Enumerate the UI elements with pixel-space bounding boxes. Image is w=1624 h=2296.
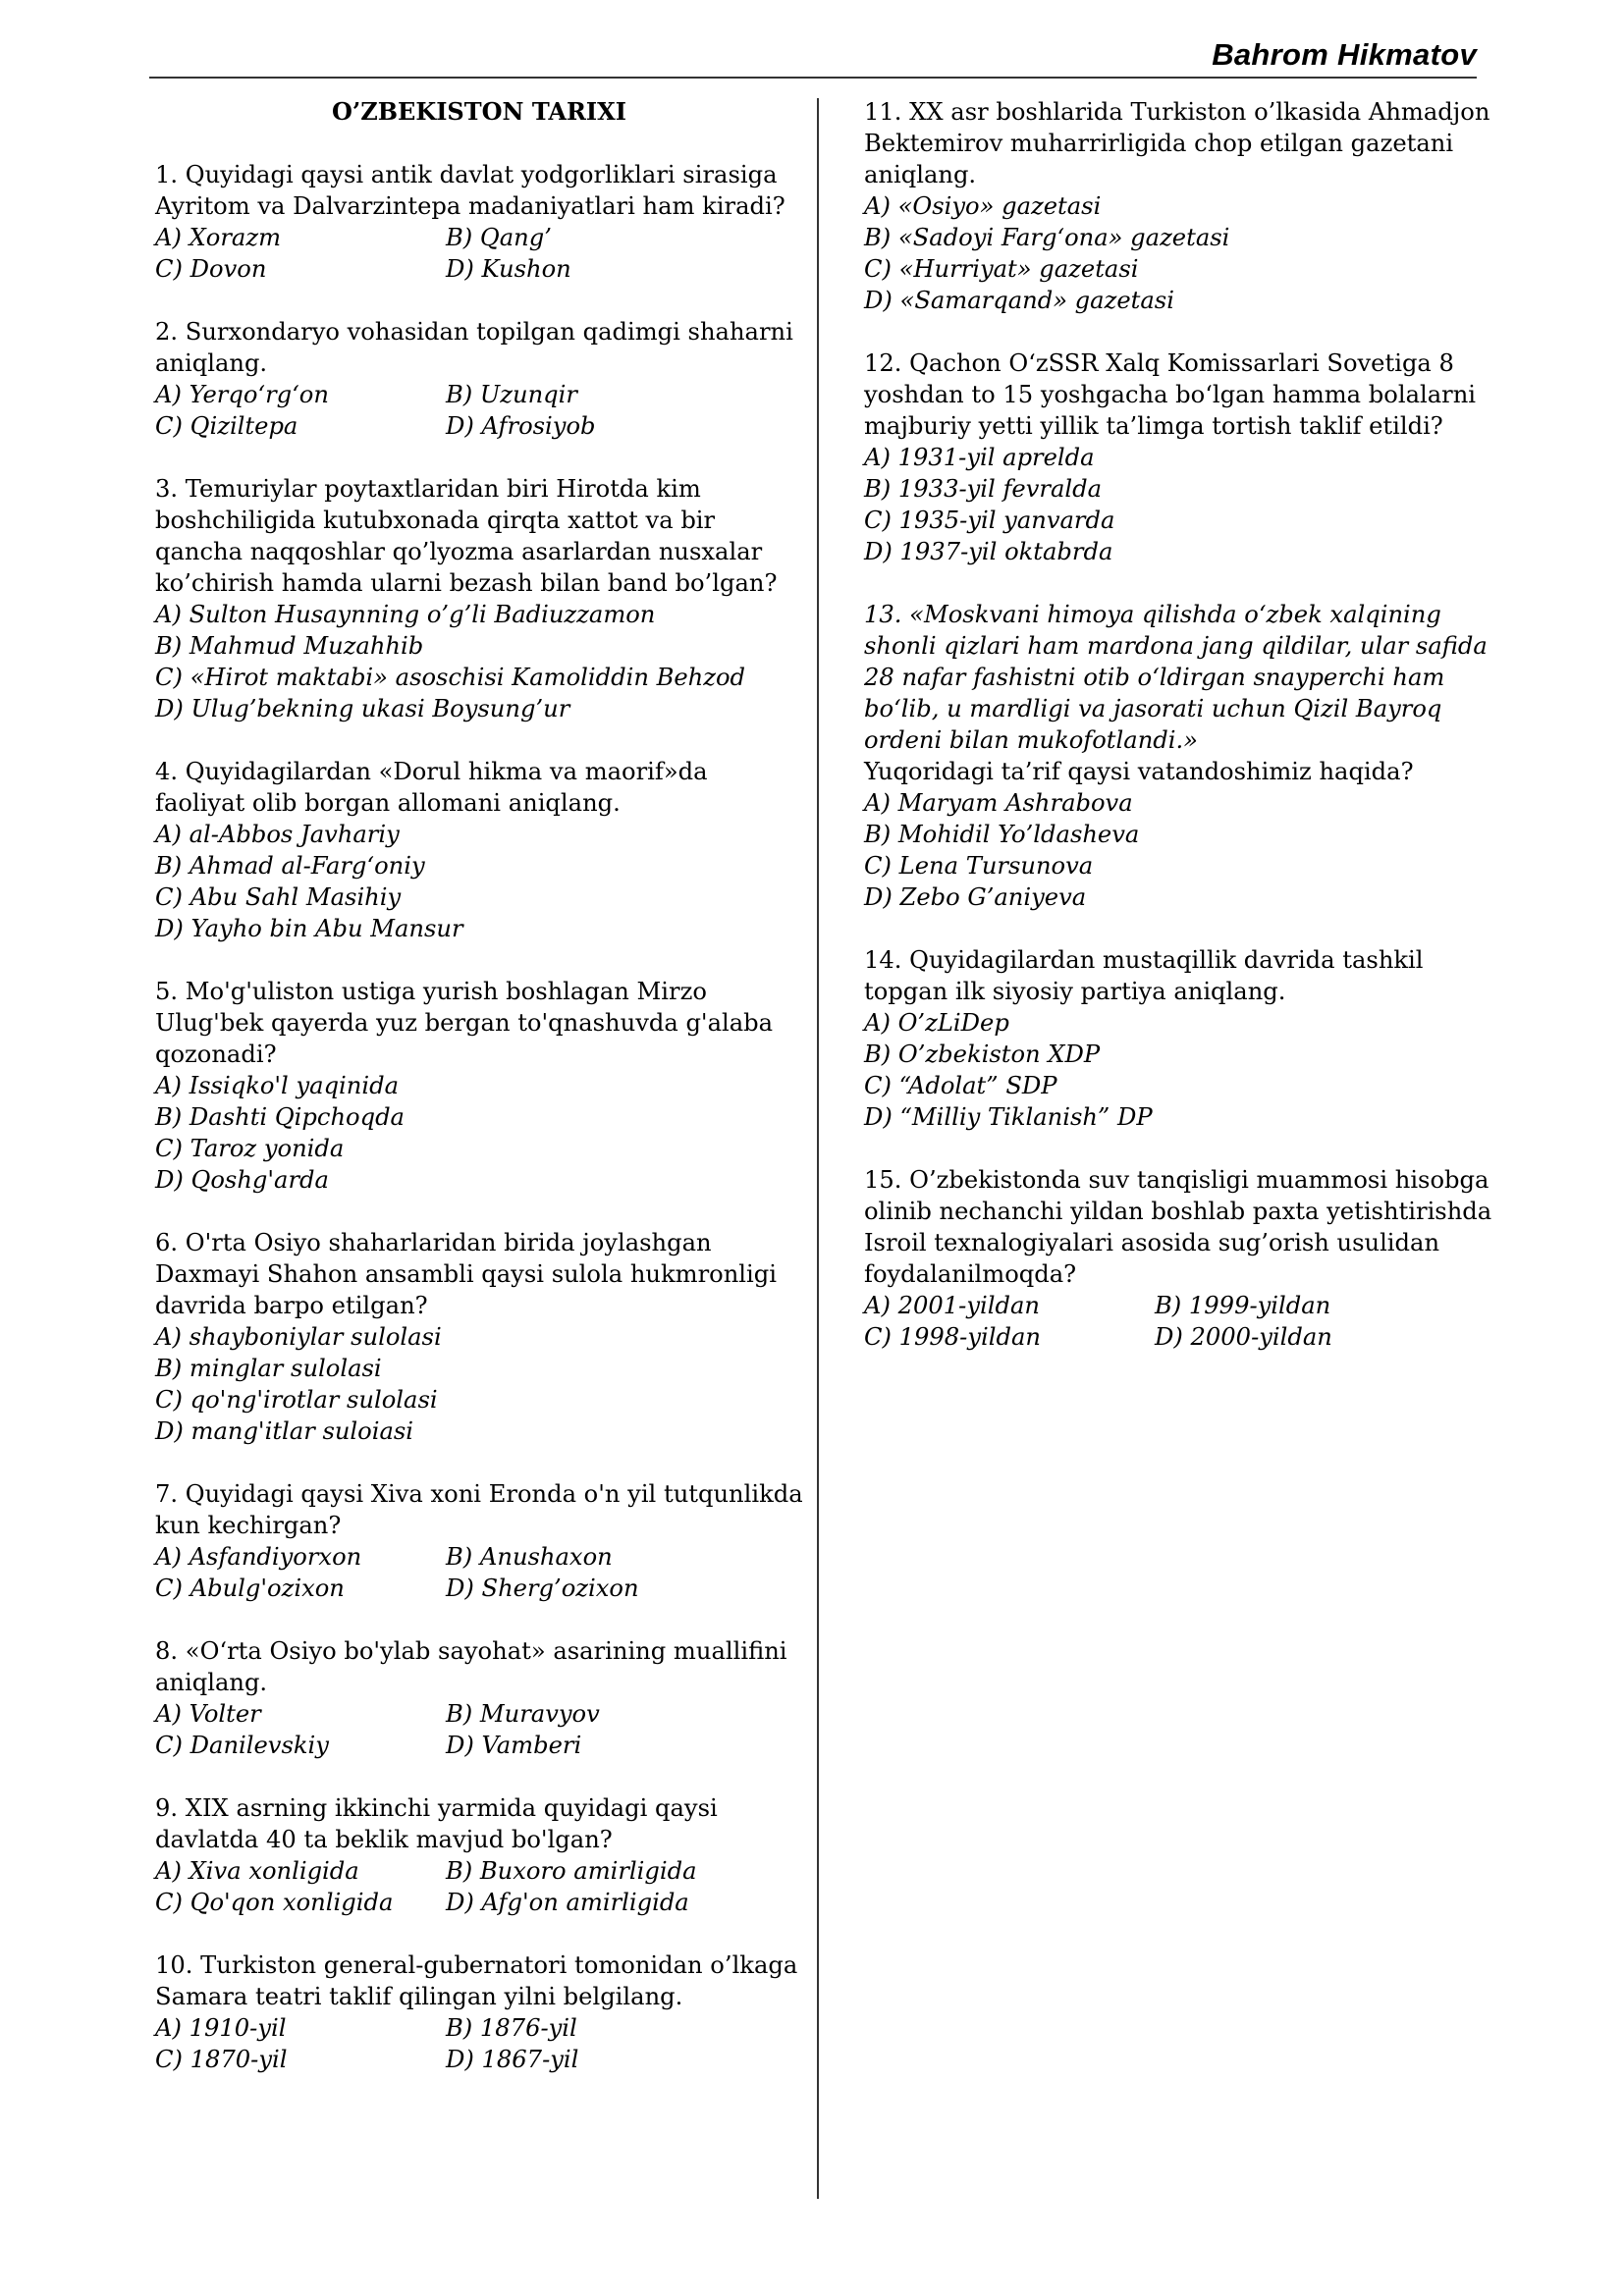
- answer-option: A) 1910-yil: [155, 2014, 287, 2042]
- answer-option: B) Muravyov: [446, 1700, 600, 1728]
- answer-option: B) 1876-yil: [446, 2014, 577, 2042]
- answer-option: D) mang'itlar suloiasi: [155, 1417, 414, 1445]
- answer-options: [155, 379, 803, 442]
- question-text: 9. XIX asrning ikkinchi yarmida quyidagi qaysi davlatda 40 ta beklik mavjud bo'lgan?: [155, 1794, 718, 1853]
- answer-option: A) Xorazm: [155, 224, 282, 251]
- answer-option: A) 2001-yildan: [864, 1292, 1040, 1319]
- answer-option: B) O’zbekiston XDP: [864, 1041, 1101, 1068]
- answer-option: D) Sherg’ozixon: [446, 1575, 639, 1602]
- answer-option: B) Ahmad al-Farg‘oniy: [155, 852, 425, 880]
- answer-option: A) O’zLiDep: [864, 1009, 1009, 1037]
- answer-option: C) Qo'qon xonligida: [155, 1889, 394, 1916]
- answer-option: A) «Osiyo» gazetasi: [864, 192, 1102, 220]
- question-text: 14. Quyidagilardan mustaqillik davrida tashkil topgan ilk siyosiy partiya aniqlang.: [864, 946, 1424, 1005]
- answer-option: C) 1935-yil yanvarda: [864, 507, 1115, 534]
- answer-option: D) Yayho bin Abu Mansur: [155, 915, 463, 942]
- answer-option: C) «Hurriyat» gazetasi: [864, 255, 1139, 283]
- question-text: 10. Turkiston general-gubernatori tomonidan o’lkaga Samara teatri taklif qilingan yilni belgilang.: [155, 1951, 798, 2010]
- answer-option: B) Dashti Qipchoqda: [155, 1103, 405, 1131]
- answer-options: [155, 1541, 803, 1604]
- answer-option: D) Vamberi: [446, 1732, 582, 1759]
- answer-options: [155, 1070, 803, 1196]
- answer-options: [864, 1007, 1492, 1133]
- answer-option: C) 1870-yil: [155, 2046, 288, 2073]
- answer-option: A) Yerqo‘rg‘on: [155, 381, 329, 408]
- answer-option: D) Ulug’bekning ukasi Boysung’ur: [155, 695, 570, 722]
- question-block: [155, 159, 803, 285]
- answer-option: B) Buxoro amirligida: [446, 1857, 697, 1885]
- answer-options: [155, 599, 803, 724]
- answer-option: A) al-Abbos Javhariy: [155, 821, 400, 848]
- answer-options: [864, 190, 1492, 316]
- left-column: [155, 96, 803, 2107]
- question-block: [864, 96, 1492, 316]
- question-block: [864, 599, 1492, 913]
- answer-option: A) Maryam Ashrabova: [864, 789, 1133, 817]
- question-block: [155, 1635, 803, 1761]
- question-quote: 13. «Moskvani himoya qilishda o‘zbek xalqining shonli qizlari ham mardona jang qildilar, ular safida 28 nafar fashistni otib o‘ldirgan snayperchi ham bo‘lib, u mardligi va jasorati uchun Qizil Bayroq ordeni bilan mukofotlandi.»: [864, 601, 1488, 754]
- question-text: 4. Quyidagilardan «Dorul hikma va maorif»da faoliyat olib borgan allomani aniqlang.: [155, 758, 708, 817]
- question-text: 6. O'rta Osiyo shaharlaridan birida joylashgan Daxmayi Shahon ansambli qaysi sulola hukmronligi davrida barpo etilgan?: [155, 1229, 777, 1319]
- answer-option: C) Dovon: [155, 255, 267, 283]
- answer-option: C) Abulg'ozixon: [155, 1575, 345, 1602]
- answer-option: D) Qoshg'arda: [155, 1166, 329, 1194]
- answer-option: B) «Sadoyi Farg‘ona» gazetasi: [864, 224, 1230, 251]
- question-block: [155, 316, 803, 442]
- question-block: [155, 756, 803, 944]
- question-text: 11. XX asr boshlarida Turkiston o’lkasida Ahmadjon Bektemirov muharrirligida chop etilgan gazetani aniqlang.: [864, 98, 1490, 188]
- answer-option: C) qo'ng'irotlar sulolasi: [155, 1386, 438, 1414]
- answer-option: C) “Adolat” SDP: [864, 1072, 1057, 1099]
- question-text: 1. Quyidagi qaysi antik davlat yodgorliklari sirasiga Ayritom va Dalvarzintepa madaniyatlari ham kiradi?: [155, 161, 785, 220]
- answer-option: D) “Milliy Tiklanish” DP: [864, 1103, 1153, 1131]
- answer-option: A) Volter: [155, 1700, 261, 1728]
- answer-option: C) Taroz yonida: [155, 1135, 345, 1162]
- question-text: 2. Surxondaryo vohasidan topilgan qadimgi shaharni aniqlang.: [155, 318, 793, 377]
- answer-options: [155, 1855, 803, 1918]
- question-block: [155, 1792, 803, 1918]
- question-block: [864, 347, 1492, 567]
- question-text: 5. Mo'g'uliston ustiga yurish boshlagan Mirzo Ulug'bek qayerda yuz bergan to'qnashuvda g'alaba qozonadi?: [155, 978, 774, 1068]
- right-column: [864, 96, 1492, 1384]
- answer-option: C) «Hirot maktabi» asoschisi Kamoliddin Behzod: [155, 664, 746, 691]
- answer-option: B) Mahmud Muzahhib: [155, 632, 424, 660]
- answer-options: [155, 819, 803, 944]
- right-question-list: [864, 96, 1492, 1353]
- answer-option: D) Kushon: [446, 255, 571, 283]
- answer-option: B) 1933-yil fevralda: [864, 475, 1103, 503]
- answer-option: B) Uzunqir: [446, 381, 577, 408]
- left-question-list: [155, 159, 803, 2075]
- question-block: [155, 1949, 803, 2075]
- answer-option: B) Qang’: [446, 224, 552, 251]
- question-text: 12. Qachon O‘zSSR Xalq Komissarlari Sovetiga 8 yoshdan to 15 yoshgacha bo‘lgan hamma bolalarni majburiy yetti yillik ta’limga tortish taklif etildi?: [864, 349, 1477, 440]
- question-text: 15. O’zbekistonda suv tanqisligi muammosi hisobga olinib nechanchi yildan boshlab paxta yetishtirishda Isroil texnalogiyalari asosida sug’orish usulidan foydalanilmoqda?: [864, 1166, 1492, 1288]
- answer-option: A) Sulton Husaynning o’g’li Badiuzzamon: [155, 601, 656, 628]
- header-rule: [149, 77, 1477, 79]
- answer-option: B) Mohidil Yo’ldasheva: [864, 821, 1140, 848]
- answer-options: [155, 1321, 803, 1447]
- question-block: [864, 944, 1492, 1133]
- answer-options: [155, 1698, 803, 1761]
- answer-option: C) Danilevskiy: [155, 1732, 329, 1759]
- answer-option: A) Issiqko'l yaqinida: [155, 1072, 400, 1099]
- answer-option: D) 1867-yil: [446, 2046, 579, 2073]
- answer-option: C) Lena Tursunova: [864, 852, 1094, 880]
- answer-option: D) Zebo G’aniyeva: [864, 883, 1087, 911]
- answer-options: [864, 1290, 1492, 1353]
- column-divider: [817, 98, 819, 2199]
- answer-option: A) Asfandiyorxon: [155, 1543, 362, 1571]
- answer-option: B) 1999-yildan: [1155, 1292, 1331, 1319]
- question-block: [155, 976, 803, 1196]
- question-block: [155, 1227, 803, 1447]
- answer-options: [155, 2012, 803, 2075]
- answer-options: [155, 222, 803, 285]
- answer-option: C) 1998-yildan: [864, 1323, 1041, 1351]
- answer-option: A) 1931-yil aprelda: [864, 444, 1095, 471]
- answer-option: D) Afg'on amirligida: [446, 1889, 689, 1916]
- answer-option: D) 2000-yildan: [1155, 1323, 1332, 1351]
- answer-options: [864, 442, 1492, 567]
- question-block: [155, 473, 803, 724]
- answer-option: D) Afrosiyob: [446, 412, 596, 440]
- question-block: [864, 1164, 1492, 1353]
- answer-option: B) minglar sulolasi: [155, 1355, 382, 1382]
- question-text: Yuqoridagi ta’rif qaysi vatandoshimiz haqida?: [864, 758, 1414, 785]
- question-text: 8. «O‘rta Osiyo bo'ylab sayohat» asarining muallifini aniqlang.: [155, 1637, 787, 1696]
- answer-option: D) 1937-yil oktabrda: [864, 538, 1113, 565]
- question-text: 3. Temuriylar poytaxtlaridan biri Hirotda kim boshchiligida kutubxonada qirqta xattot va bir qancha naqqoshlar qo’lyozma asarlardan nusxalar ko’chirish hamda ularni bezash bilan band bo’lgan?: [155, 475, 778, 597]
- question-block: [155, 1478, 803, 1604]
- answer-options: [864, 787, 1492, 913]
- answer-option: A) shayboniylar sulolasi: [155, 1323, 442, 1351]
- answer-option: A) Xiva xonligida: [155, 1857, 359, 1885]
- answer-option: D) «Samarqand» gazetasi: [864, 287, 1174, 314]
- answer-option: C) Qiziltepa: [155, 412, 298, 440]
- answer-option: B) Anushaxon: [446, 1543, 613, 1571]
- answer-option: C) Abu Sahl Masihiy: [155, 883, 402, 911]
- author-name: Bahrom Hikmatov: [1212, 37, 1477, 72]
- question-text: 7. Quyidagi qaysi Xiva xoni Eronda o'n yil tutqunlikda kun kechirgan?: [155, 1480, 803, 1539]
- document-title: O’ZBEKISTON TARIXI: [331, 97, 627, 126]
